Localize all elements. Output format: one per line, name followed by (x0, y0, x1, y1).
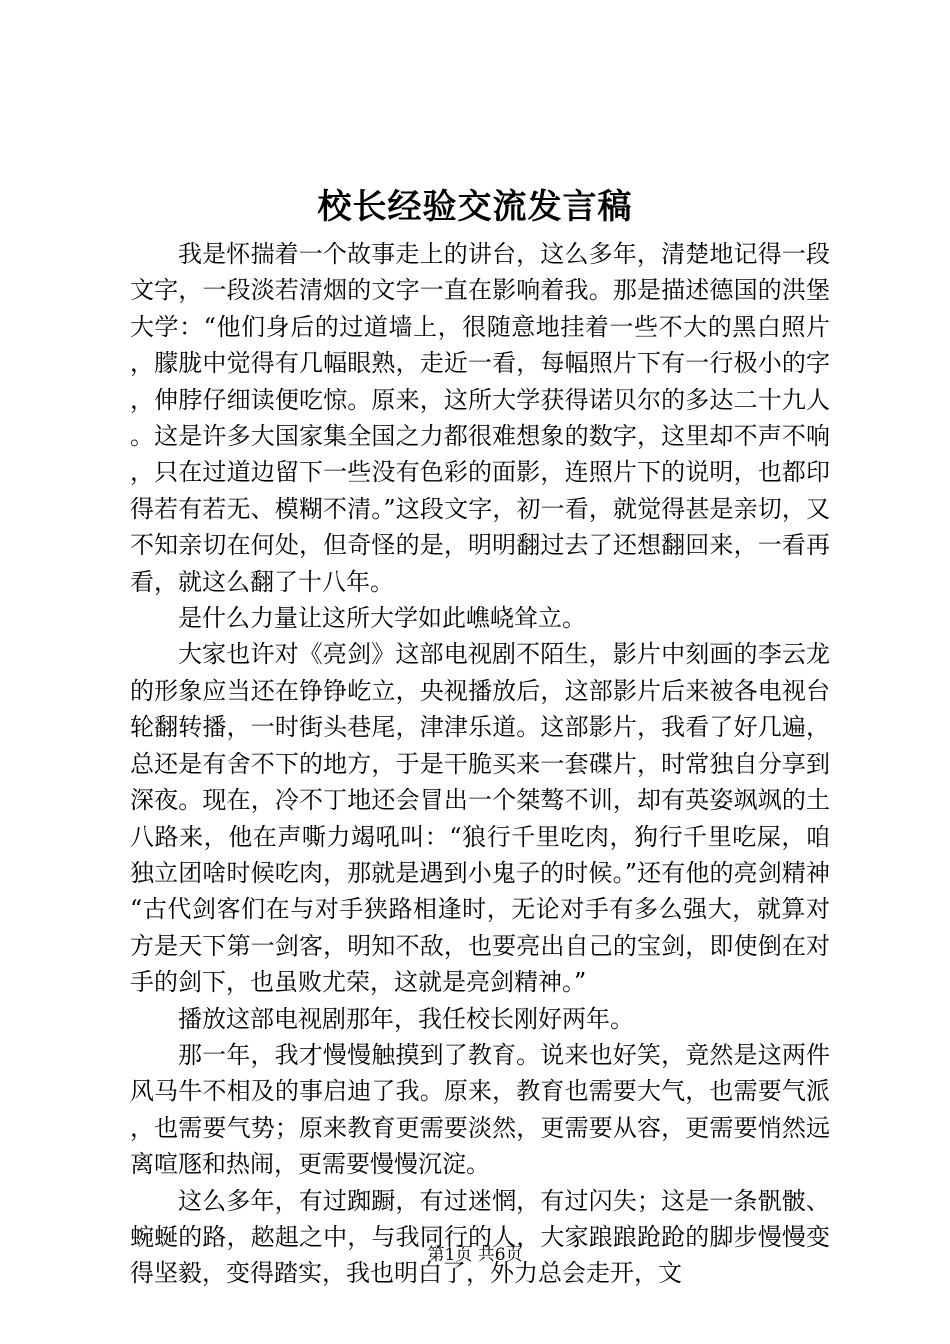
page-indicator: 第1页 共6页 (427, 1245, 523, 1265)
paragraph: 那一年，我才慢慢触摸到了教育。说来也好笑，竟然是这两件风马牛不相及的事启迪了我。原来，教育也需要大气，也需要气派，也需要气势；原来教育更需要淡然，更需要从容，更需要悄然远离喧豗和热闹，更需要慢慢沉淀。 (130, 1040, 830, 1179)
paragraph: 这么多年，有过踟蹰，有过迷惘，有过闪失；这是一条骪骳、蜿蜒的路，趑趄之中，与我同行的人，大家踉踉跄跄的脚步慢慢变得坚毅，变得踏实，我也明白了，外力总会走开，文 (130, 1186, 830, 1288)
paragraph: 播放这部电视剧那年，我任校长刚好两年。 (178, 1004, 634, 1033)
document-body (130, 236, 830, 1292)
paragraph: 大家也许对《亮剑》这部电视剧不陌生，影片中刻画的李云龙的形象应当还在铮铮屹立，央视播放后，这部影片后来被各电视台轮翻转播，一时街头巷尾，津津乐道。这部影片，我看了好几遍，总还是有舍不下的地方，于是干脆买来一套碟片，时常独自分享到深夜。现在，冷不丁地还会冒出一个桀骜不训，却有英姿飒飒的土八路来，他在声嘶力竭吼叫：“狼行千里吃肉，狗行千里吃屎，咱独立团啥时候吃肉，那就是遇到小鬼子的时候。”还有他的亮剑精神“古代剑客们在与对手狭路相逢时，无论对手有多么强大，就算对方是天下第一剑客，明知不敌，也要亮出自己的宝剑，即使倒在对手的剑下，也虽败尤荣，这就是亮剑精神。” (130, 640, 830, 997)
document-title: 校长经验交流发言稿 (317, 187, 633, 227)
paragraph: 我是怀揣着一个故事走上的讲台，这么多年，清楚地记得一段文字，一段淡若清烟的文字一直在影响着我。那是描述德国的洪堡大学：“他们身后的过道墙上，很随意地挂着一些不大的黑白照片，朦胧中觉得有几幅眼熟，走近一看，每幅照片下有一行极小的字，伸脖仔细读便吃惊。原来，这所大学获得诺贝尔的多达二十九人。这是许多大国家集全国之力都很难想象的数字，这里却不声不响，只在过道边留下一些没有色彩的面影，连照片下的说明，也都印得若有若无、模糊不清。”这段文字，初一看，就觉得甚是亲切，又不知亲切在何处，但奇怪的是，明明翻过去了还想翻回来，一看再看，就这么翻了十八年。 (130, 240, 830, 596)
paragraph: 是什么力量让这所大学如此嶕峣耸立。 (178, 604, 586, 633)
